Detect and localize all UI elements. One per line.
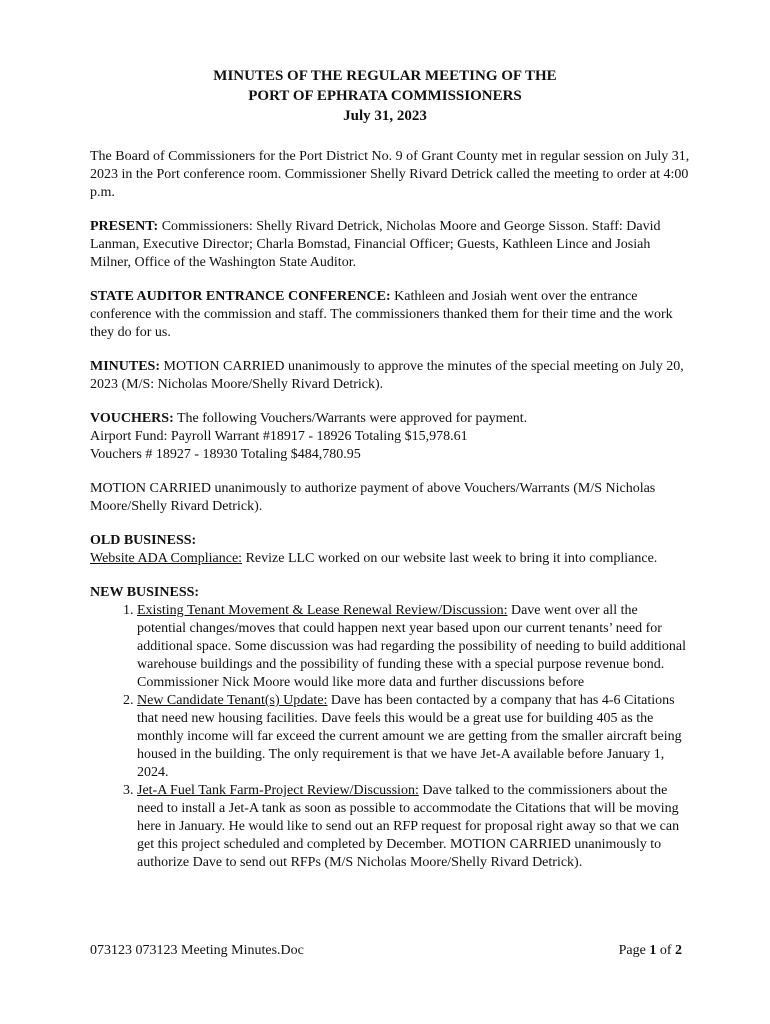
auditor-label: STATE AUDITOR ENTRANCE CONFERENCE: bbox=[90, 289, 391, 304]
page-number bbox=[619, 942, 682, 960]
title-date: July 31, 2023 bbox=[343, 108, 427, 124]
new-business-section bbox=[90, 584, 690, 872]
new-business-heading: NEW BUSINESS: bbox=[90, 585, 200, 600]
present-label: PRESENT: bbox=[90, 219, 159, 234]
document-body bbox=[90, 148, 690, 872]
auditor-paragraph bbox=[90, 288, 690, 342]
footer-filename: 073123 073123 Meeting Minutes.Doc bbox=[90, 943, 304, 958]
new-business-item bbox=[137, 692, 690, 782]
new-business-item-title: Jet-A Fuel Tank Farm-Project Review/Discussion: bbox=[137, 783, 419, 798]
present-paragraph bbox=[90, 218, 690, 272]
new-business-item bbox=[137, 782, 690, 872]
minutes-paragraph bbox=[90, 358, 690, 394]
title-line-2: PORT OF EPHRATA COMMISSIONERS bbox=[248, 88, 522, 104]
page-prefix: Page bbox=[618, 943, 650, 958]
new-business-item-title: New Candidate Tenant(s) Update: bbox=[137, 693, 328, 708]
page-total: 2 bbox=[675, 943, 682, 958]
minutes-text: MOTION CARRIED unanimously to approve the minutes of the special meeting on July 20, 2023 (M/S: Nicholas Moore/Shelly Rivard Detrick). bbox=[90, 359, 684, 392]
title-line-1: MINUTES OF THE REGULAR MEETING OF THE bbox=[213, 68, 557, 84]
new-business-item-title: Existing Tenant Movement & Lease Renewal Review/Discussion: bbox=[137, 603, 508, 618]
intro-paragraph: The Board of Commissioners for the Port District No. 9 of Grant County met in regular session on July 31, 2023 in the Port conference room. Commissioner Shelly Rivard Detrick called the meeting to order at 4:00 p.m. bbox=[90, 149, 690, 200]
vouchers-paragraph bbox=[90, 410, 690, 464]
minutes-label: MINUTES: bbox=[90, 359, 161, 374]
new-business-item bbox=[137, 602, 690, 692]
old-business-heading: OLD BUSINESS: bbox=[90, 533, 197, 548]
vouchers-text: The following Vouchers/Warrants were approved for payment. bbox=[173, 411, 528, 426]
new-business-item-text: Dave went over all the potential changes/moves that could happen next year based upon our current tenants’ need for additional space. Some discussion was had regarding the possibility of needing to build additional warehouse buildings and the possibility of funding these with a special purpose revenue bond. Commissioner Nick Moore would like more data and further discussions before bbox=[137, 603, 687, 690]
page-current: 1 bbox=[649, 943, 657, 958]
old-business-item-title: Website ADA Compliance: bbox=[90, 551, 243, 566]
old-business-item-text: Revize LLC worked on our website last week to bring it into compliance. bbox=[242, 551, 658, 566]
auditor-text: Kathleen and Josiah went over the entrance conference with the commission and staff. The commissioners thanked them for their time and the work they do for us. bbox=[90, 289, 673, 340]
new-business-list bbox=[90, 602, 690, 872]
page-of: of bbox=[656, 943, 675, 958]
vouchers-airport-fund: Airport Fund: Payroll Warrant #18917 - 18926 Totaling $15,978.61 bbox=[90, 429, 468, 444]
vouchers-motion-paragraph: MOTION CARRIED unanimously to authorize payment of above Vouchers/Warrants (M/S Nicholas Moore/Shelly Rivard Detrick). bbox=[90, 481, 656, 514]
old-business-section bbox=[90, 532, 690, 568]
document-title bbox=[0, 66, 770, 126]
new-business-item-text: Dave has been contacted by a company that has 4-6 Citations that need new housing facilities. Dave feels this would be a great use for building 405 as the monthly income will far exceed the current amount we are getting from the smaller aircraft being housed in the building. The only requirement is that we have Jet-A available before January 1, 2024. bbox=[137, 693, 682, 780]
new-business-item-text: Dave talked to the commissioners about the need to install a Jet-A tank as soon as possible to accommodate the Citations that will be moving here in January. He would like to send out an RFP request for proposal right away so that we can get this project scheduled and completed by December. MOTION CARRIED unanimously to authorize Dave to send out RFPs (M/S Nicholas Moore/Shelly Rivard Detrick). bbox=[137, 783, 680, 870]
vouchers-label: VOUCHERS: bbox=[90, 411, 174, 426]
present-text: Commissioners: Shelly Rivard Detrick, Nicholas Moore and George Sisson. Staff: David Lanman, Executive Director; Charla Bomstad, Financial Officer; Guests, Kathleen Lince and Josiah Milner, Office of the Washington State Auditor. bbox=[90, 219, 661, 270]
vouchers-totals: Vouchers # 18927 - 18930 Totaling $484,780.95 bbox=[90, 447, 361, 462]
